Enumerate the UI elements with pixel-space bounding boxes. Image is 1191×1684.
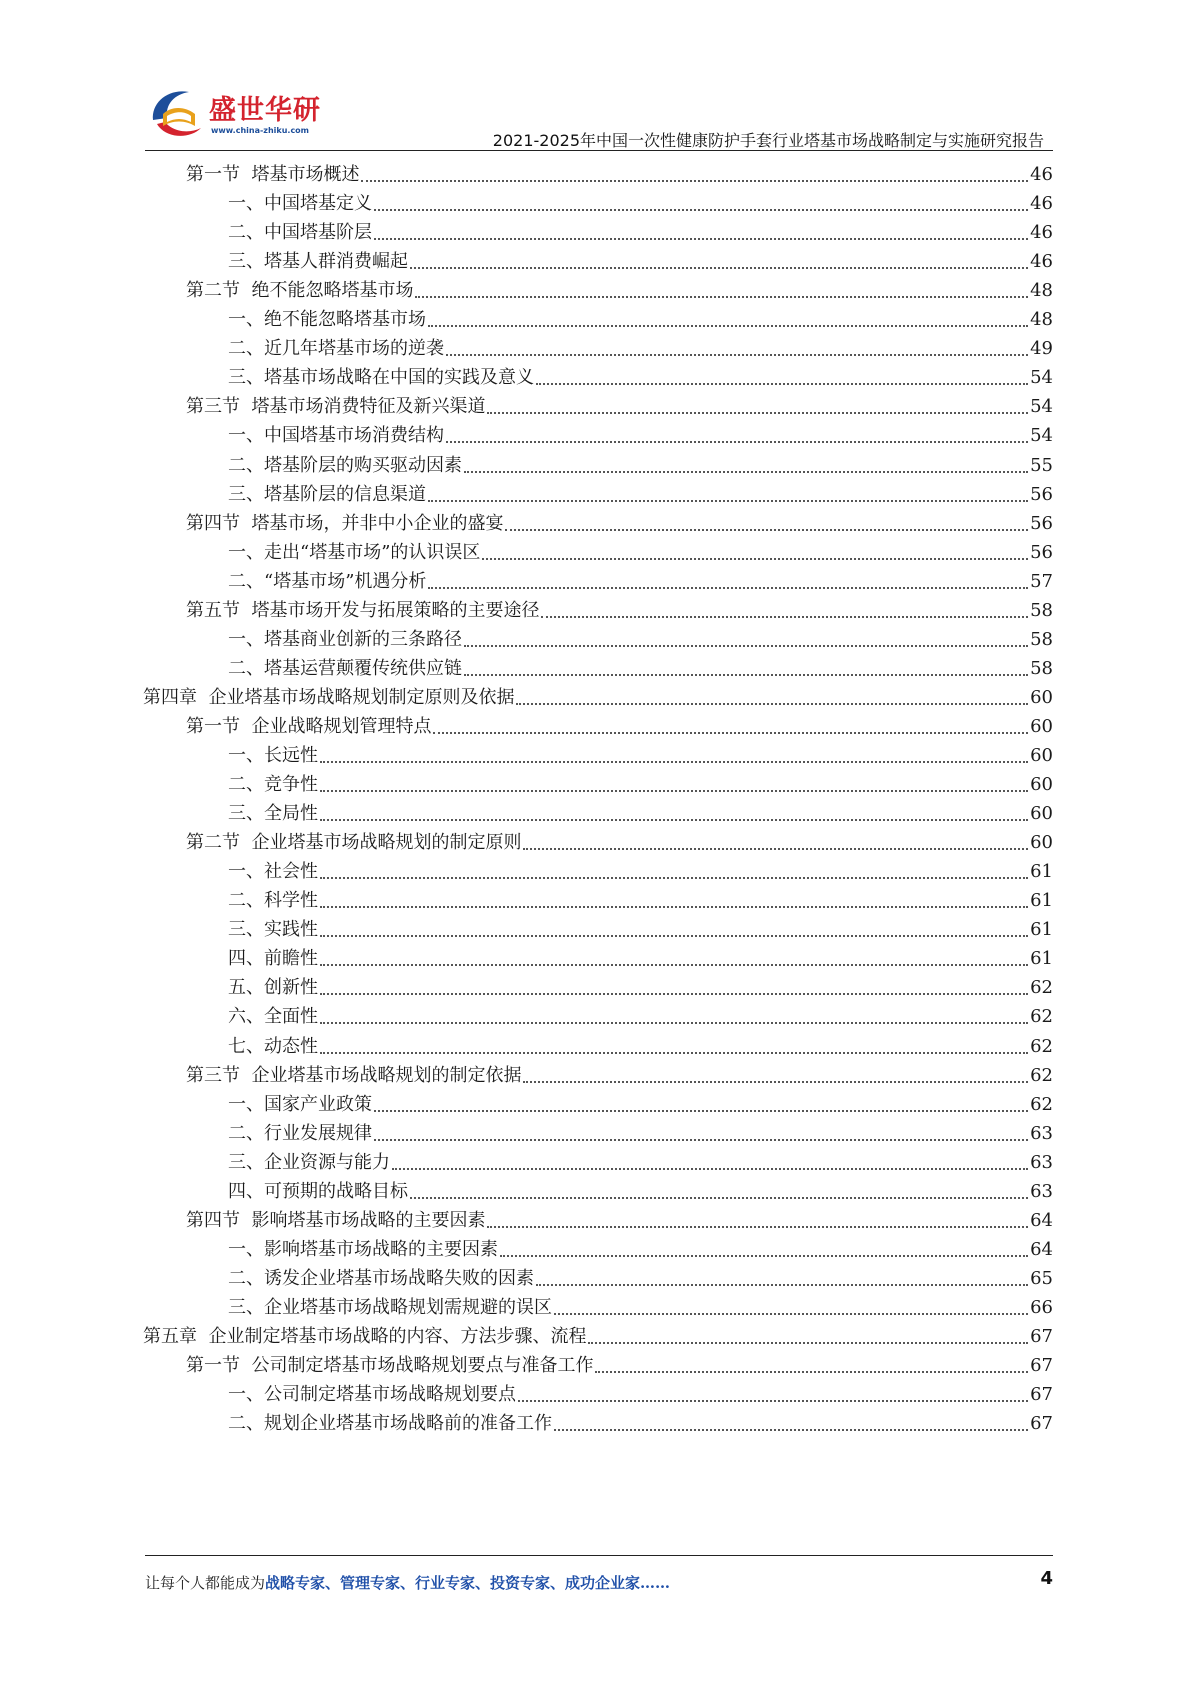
toc-entry[interactable] (228, 537, 1053, 568)
toc-entry[interactable] (228, 1118, 1053, 1149)
toc-entry[interactable] (186, 275, 1053, 306)
toc-entry-label: 第四章 企业塔基市场战略规划制定原则及依据 (143, 686, 515, 708)
toc-entry[interactable] (228, 566, 1053, 597)
toc-dot-leader (374, 1109, 1028, 1112)
toc-entry-label: 二、近几年塔基市场的逆袭 (228, 338, 444, 360)
report-title: 2021-2025年中国一次性健康防护手套行业塔基市场战略制定与实施研究报告 (492, 131, 1044, 150)
toc-entry[interactable] (228, 479, 1053, 510)
toc-dot-leader (428, 324, 1028, 327)
toc-entry[interactable] (228, 188, 1053, 219)
toc-dot-leader (446, 353, 1028, 356)
toc-entry[interactable] (228, 914, 1053, 945)
toc-entry[interactable] (228, 1234, 1053, 1265)
toc-entry-page: 61 (1030, 948, 1053, 970)
toc-entry-label: 二、“塔基市场”机遇分析 (228, 570, 427, 592)
toc-dot-leader (595, 1370, 1028, 1373)
toc-entry-page: 60 (1030, 832, 1053, 854)
toc-dot-leader (482, 557, 1028, 560)
toc-entry[interactable] (228, 943, 1053, 974)
toc-entry-label: 第三节 塔基市场消费特征及新兴渠道 (186, 396, 486, 418)
toc-entry[interactable] (228, 1089, 1053, 1120)
page-header (145, 78, 1050, 152)
toc-dot-leader (320, 934, 1028, 937)
toc-dot-leader (320, 1051, 1028, 1054)
toc-entry[interactable] (186, 1350, 1053, 1381)
toc-entry[interactable] (228, 1031, 1053, 1062)
toc-entry-label: 二、中国塔基阶层 (228, 222, 372, 244)
toc-entry-label: 三、塔基市场战略在中国的实践及意义 (228, 367, 534, 389)
toc-entry[interactable] (228, 1001, 1053, 1032)
toc-entry-page: 58 (1030, 628, 1053, 650)
toc-dot-leader (374, 1138, 1028, 1141)
toc-entry-label: 第五章 企业制定塔基市场战略的内容、方法步骤、流程 (143, 1326, 587, 1347)
toc-entry-page: 46 (1030, 164, 1053, 185)
toc-entry-label: 三、塔基阶层的信息渠道 (228, 483, 426, 505)
toc-entry-page: 63 (1030, 1151, 1053, 1173)
toc-entry[interactable] (228, 856, 1053, 887)
toc-entry[interactable] (228, 972, 1053, 1003)
toc-entry[interactable] (228, 885, 1053, 916)
toc-entry-page: 62 (1030, 1006, 1053, 1028)
toc-dot-leader (536, 1283, 1028, 1286)
toc-entry-label: 第四节 塔基市场，并非中小企业的盛宴 (186, 512, 504, 534)
toc-entry-page: 62 (1030, 977, 1053, 999)
toc-entry-label: 三、企业塔基市场战略规划需规避的误区 (228, 1296, 552, 1318)
toc-entry[interactable] (228, 653, 1053, 684)
toc-entry[interactable] (228, 304, 1053, 335)
toc-entry-page: 46 (1030, 222, 1053, 244)
toc-dot-leader (516, 702, 1028, 705)
toc-entry-page: 67 (1030, 1355, 1053, 1377)
toc-entry-label: 二、科学性 (228, 890, 318, 912)
toc-entry-label: 第一节 塔基市场概述 (186, 164, 360, 185)
toc-entry-label: 一、中国塔基定义 (228, 193, 372, 215)
toc-dot-leader (320, 818, 1028, 821)
company-logo (145, 78, 345, 148)
toc-dot-leader (320, 1021, 1028, 1024)
toc-entry-label: 第二节 企业塔基市场战略规划的制定原则 (186, 832, 522, 854)
toc-entry-page: 64 (1030, 1238, 1053, 1260)
toc-entry-label: 第三节 企业塔基市场战略规划的制定依据 (186, 1064, 522, 1086)
toc-entry-label: 三、塔基人群消费崛起 (228, 251, 408, 273)
toc-dot-leader (523, 1080, 1028, 1083)
toc-entry-page: 57 (1030, 570, 1053, 592)
toc-dot-leader (320, 992, 1028, 995)
toc-dot-leader (505, 528, 1028, 531)
toc-entry-page: 66 (1030, 1296, 1053, 1318)
toc-entry[interactable] (228, 798, 1053, 829)
toc-dot-leader (428, 499, 1028, 502)
toc-dot-leader (487, 1225, 1028, 1228)
toc-entry[interactable] (186, 508, 1053, 539)
toc-entry[interactable] (228, 362, 1053, 393)
toc-entry-label: 四、可预期的战略目标 (228, 1180, 408, 1202)
toc-entry[interactable] (186, 391, 1053, 422)
toc-entry-label: 三、全局性 (228, 803, 318, 825)
toc-dot-leader (428, 586, 1028, 589)
toc-entry[interactable] (228, 1263, 1053, 1294)
toc-entry[interactable] (228, 1408, 1053, 1439)
toc-dot-leader (523, 847, 1028, 850)
footer-divider (145, 1555, 1053, 1556)
toc-entry-label: 三、企业资源与能力 (228, 1151, 390, 1173)
toc-entry[interactable] (228, 624, 1053, 655)
toc-entry-page: 55 (1030, 454, 1053, 476)
toc-entry-label: 一、社会性 (228, 861, 318, 883)
toc-entry-label: 一、国家产业政策 (228, 1093, 372, 1115)
toc-entry-page: 64 (1030, 1209, 1053, 1231)
toc-dot-leader (410, 266, 1028, 269)
toc-dot-leader (374, 237, 1028, 240)
toc-entry-label: 一、影响塔基市场战略的主要因素 (228, 1238, 498, 1260)
toc-entry-page: 48 (1030, 280, 1053, 302)
toc-dot-leader (464, 470, 1028, 473)
toc-entry[interactable] (186, 1205, 1053, 1236)
toc-entry[interactable] (228, 1176, 1053, 1207)
logo-url: www.china-zhiku.com (211, 126, 310, 135)
toc-entry-page: 62 (1030, 1035, 1053, 1057)
toc-dot-leader (320, 963, 1028, 966)
toc-entry-label: 二、诱发企业塔基市场战略失败的因素 (228, 1267, 534, 1289)
toc-entry-page: 67 (1030, 1384, 1053, 1406)
toc-dot-leader (487, 411, 1028, 414)
toc-dot-leader (320, 789, 1028, 792)
toc-dot-leader (554, 1312, 1028, 1315)
header-divider (145, 150, 1053, 151)
toc-entry-label: 一、长远性 (228, 745, 318, 766)
toc-entry[interactable] (228, 450, 1053, 481)
toc-entry[interactable] (228, 217, 1053, 248)
toc-dot-leader (320, 905, 1028, 908)
toc-dot-leader (464, 673, 1028, 676)
toc-entry[interactable] (143, 1321, 1053, 1352)
toc-entry[interactable] (186, 159, 1053, 190)
page-number: 4 (1040, 1568, 1053, 1589)
toc-dot-leader (433, 731, 1028, 734)
toc-dot-leader (320, 760, 1028, 763)
toc-entry-page: 61 (1030, 919, 1053, 941)
toc-entry-page: 67 (1030, 1326, 1053, 1347)
toc-dot-leader (536, 382, 1028, 385)
toc-entry[interactable] (186, 1060, 1053, 1091)
toc-entry-label: 一、公司制定塔基市场战略规划要点 (228, 1384, 516, 1406)
toc-entry-page: 56 (1030, 541, 1053, 563)
footer-slogan (145, 1572, 670, 1593)
toc-dot-leader (518, 1399, 1028, 1402)
slogan-highlight: 战略专家、管理专家、行业专家、投资专家、成功企业家…… (265, 1574, 671, 1592)
toc-entry-page: 58 (1030, 599, 1053, 621)
toc-entry-page: 62 (1030, 1093, 1053, 1115)
toc-entry-page: 60 (1030, 774, 1053, 796)
toc-dot-leader (541, 615, 1028, 618)
toc-entry-label: 一、中国塔基市场消费结构 (228, 425, 444, 447)
toc-entry-label: 七、动态性 (228, 1035, 318, 1057)
toc-entry[interactable] (228, 420, 1053, 451)
toc-entry-page: 58 (1030, 657, 1053, 679)
toc-entry-page: 60 (1030, 686, 1053, 708)
toc-entry-page: 48 (1030, 309, 1053, 331)
toc-entry-label: 五、创新性 (228, 977, 318, 999)
toc-dot-leader (392, 1167, 1028, 1170)
toc-entry-label: 二、规划企业塔基市场战略前的准备工作 (228, 1413, 552, 1435)
toc-entry-page: 46 (1030, 193, 1053, 215)
toc-entry-page: 54 (1030, 396, 1053, 418)
toc-dot-leader (361, 179, 1028, 182)
toc-dot-leader (410, 1196, 1028, 1199)
toc-entry-page: 60 (1030, 715, 1053, 737)
toc-entry[interactable] (228, 740, 1053, 771)
toc-entry-label: 六、全面性 (228, 1006, 318, 1028)
toc-dot-leader (415, 295, 1028, 298)
toc-entry-page: 54 (1030, 425, 1053, 447)
toc-entry-page: 65 (1030, 1267, 1053, 1289)
toc-dot-leader (320, 876, 1028, 879)
toc-entry-page: 60 (1030, 745, 1053, 766)
toc-entry[interactable] (143, 682, 1053, 713)
toc-entry-label: 二、竞争性 (228, 774, 318, 796)
toc-entry[interactable] (228, 1379, 1053, 1410)
toc-dot-leader (464, 644, 1028, 647)
toc-entry[interactable] (228, 1147, 1053, 1178)
toc-entry-page: 62 (1030, 1064, 1053, 1086)
toc-entry[interactable] (228, 246, 1053, 277)
toc-entry[interactable] (228, 1292, 1053, 1323)
toc-entry-page: 61 (1030, 861, 1053, 883)
toc-entry[interactable] (186, 711, 1053, 742)
toc-entry-page: 54 (1030, 367, 1053, 389)
slogan-prefix: 让每个人都能成为 (145, 1574, 266, 1592)
toc-entry-page: 61 (1030, 890, 1053, 912)
toc-entry-page: 63 (1030, 1122, 1053, 1144)
toc-entry-page: 60 (1030, 803, 1053, 825)
toc-dot-leader (554, 1428, 1028, 1431)
toc-entry-page: 46 (1030, 251, 1053, 273)
toc-entry-label: 二、塔基运营颠覆传统供应链 (228, 657, 462, 679)
toc-dot-leader (446, 440, 1028, 443)
toc-entry-label: 四、前瞻性 (228, 948, 318, 970)
toc-entry-label: 第五节 塔基市场开发与拓展策略的主要途径 (186, 599, 540, 621)
toc-entry-page: 67 (1030, 1413, 1053, 1435)
toc-entry[interactable] (228, 769, 1053, 800)
toc-entry[interactable] (186, 827, 1053, 858)
toc-entry-page: 56 (1030, 512, 1053, 534)
toc-entry-label: 第一节 企业战略规划管理特点 (186, 715, 432, 737)
toc-entry-label: 第一节 公司制定塔基市场战略规划要点与准备工作 (186, 1355, 594, 1377)
toc-entry[interactable] (186, 595, 1053, 626)
toc-entry-page: 56 (1030, 483, 1053, 505)
logo-text: 盛世华研 (209, 95, 321, 126)
toc-entry[interactable] (228, 333, 1053, 364)
toc-entry-label: 二、塔基阶层的购买驱动因素 (228, 454, 462, 476)
toc-entry-label: 一、塔基商业创新的三条路径 (228, 628, 462, 650)
toc-entry-label: 一、绝不能忽略塔基市场 (228, 309, 426, 331)
toc-entry-label: 二、行业发展规律 (228, 1122, 372, 1144)
toc-dot-leader (374, 208, 1028, 211)
logo-mark-icon (145, 84, 211, 144)
toc-entry-page: 49 (1030, 338, 1053, 360)
toc-entry-label: 一、走出“塔基市场”的认识误区 (228, 541, 481, 563)
toc-entry-label: 三、实践性 (228, 919, 318, 941)
toc-dot-leader (500, 1254, 1028, 1257)
toc-dot-leader (588, 1341, 1028, 1344)
toc-entry-page: 63 (1030, 1180, 1053, 1202)
toc-entry-label: 第四节 影响塔基市场战略的主要因素 (186, 1209, 486, 1231)
toc-entry-label: 第二节 绝不能忽略塔基市场 (186, 280, 414, 302)
